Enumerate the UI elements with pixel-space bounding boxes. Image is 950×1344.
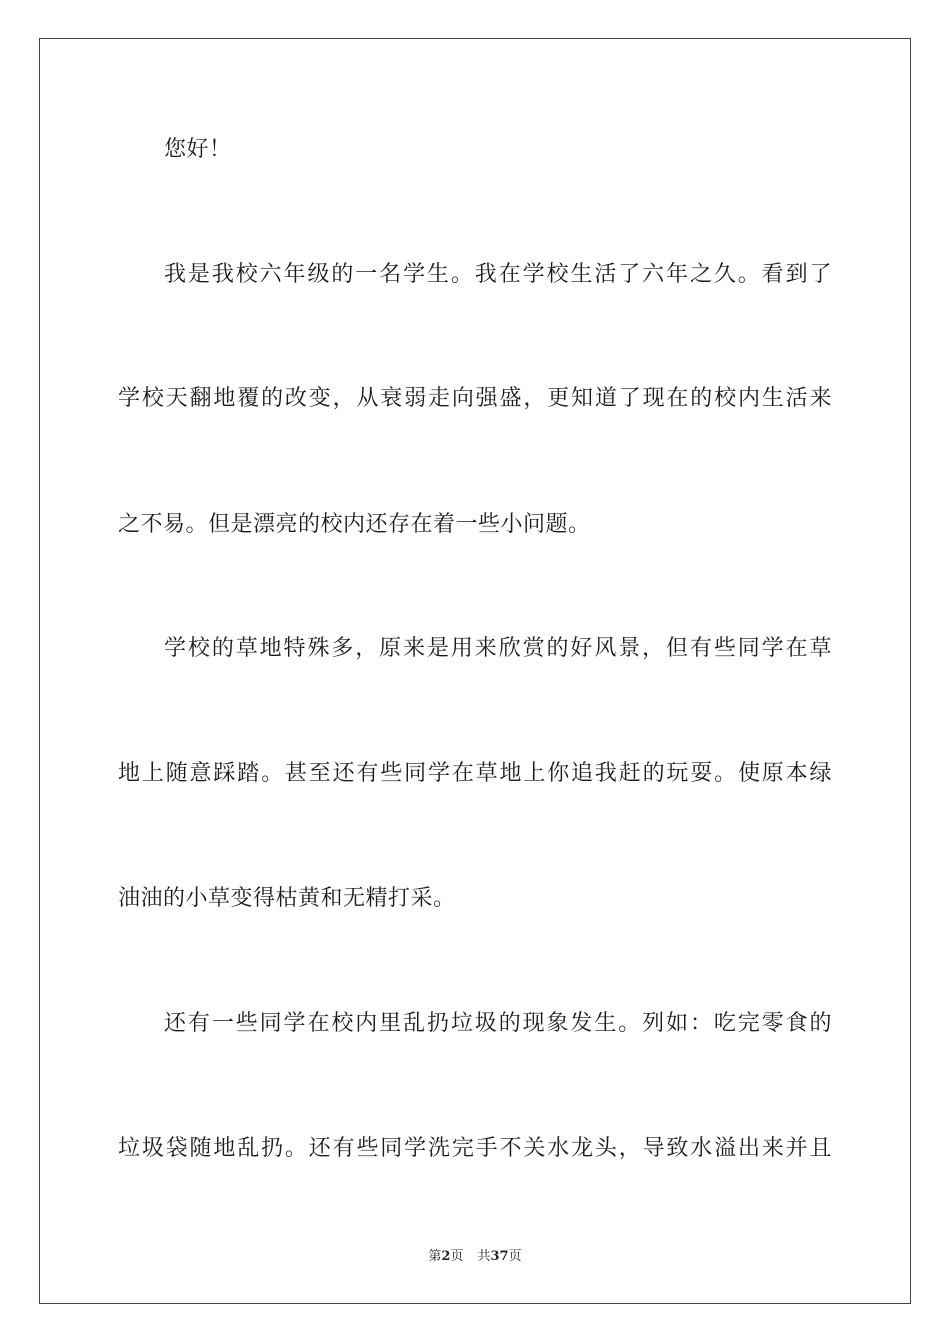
page-number: 2	[441, 1249, 451, 1264]
body-line-2: 学校天翻地覆的改变，从衰弱走向强盛，更知道了现在的校内生活来	[118, 386, 832, 411]
body-line-5: 地上随意踩踏。甚至还有些同学在草地上你追我赶的玩耍。使原本绿	[118, 761, 832, 786]
body-line-8: 垃圾袋随地乱扔。还有些同学洗完手不关水龙头，导致水溢出来并且	[118, 1136, 832, 1161]
page-prefix: 第	[428, 1249, 442, 1264]
total-prefix: 共	[477, 1249, 491, 1264]
total-pages: 37	[490, 1249, 509, 1264]
body-line-7: 还有一些同学在校内里乱扔垃圾的现象发生。列如：吃完零食的	[164, 1011, 832, 1036]
total-suffix: 页	[508, 1249, 522, 1264]
page-suffix: 页	[450, 1249, 464, 1264]
greeting-line: 您好！	[164, 137, 232, 162]
body-line-6: 油油的小草变得枯黄和无精打采。	[118, 886, 456, 911]
body-line-3: 之不易。但是漂亮的校内还存在着一些小问题。	[118, 512, 591, 537]
page-frame	[39, 38, 911, 1304]
body-line-1: 我是我校六年级的一名学生。我在学校生活了六年之久。看到了	[164, 262, 832, 287]
page-footer	[0, 1248, 950, 1266]
body-line-4: 学校的草地特殊多，原来是用来欣赏的好风景，但有些同学在草	[164, 636, 832, 661]
